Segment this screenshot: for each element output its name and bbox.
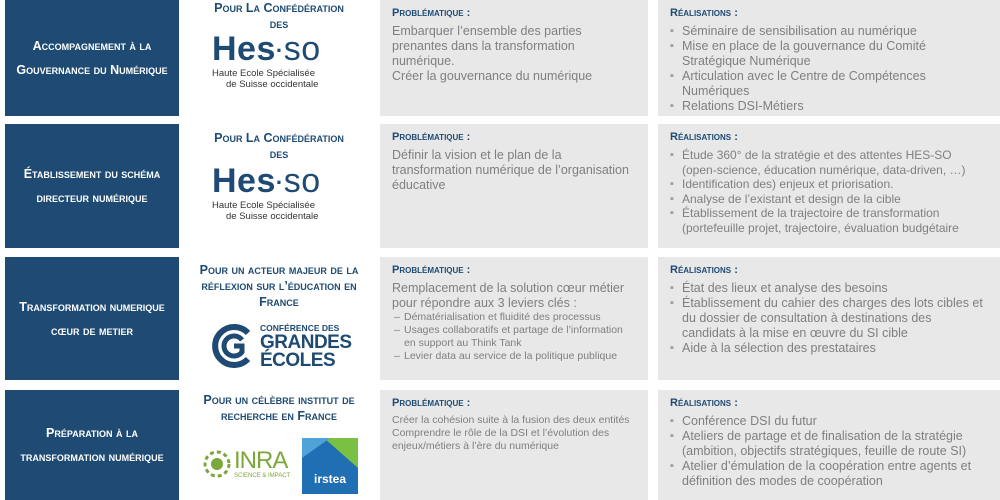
row-2-problem-box bbox=[380, 124, 648, 248]
hes-so-logo bbox=[212, 32, 342, 90]
row-2-problem-text: Définir la vision et le plan de la transformation numérique de l’organisation éducative bbox=[392, 148, 629, 192]
row-4-results-box bbox=[658, 390, 1000, 500]
row-1-results-heading: Réalisations : bbox=[670, 7, 738, 19]
row-1-problem-text: Embarquer l’ensemble des parties prenantes dans la transformation numérique. bbox=[392, 24, 582, 68]
row-3-problem-heading: Problématique : bbox=[392, 264, 471, 276]
cge-big-text: GRANDES ÉCOLES bbox=[260, 332, 352, 371]
cge-emblem-icon bbox=[212, 324, 256, 368]
row-1-problem-box bbox=[380, 0, 648, 116]
row-1-title: Accompagnement à la Gouvernance du Numérique bbox=[5, 0, 179, 116]
conference-grandes-ecoles-logo bbox=[212, 322, 352, 370]
row-4-client bbox=[183, 392, 375, 424]
list-item: ▪ État des lieux et analyse des besoins bbox=[670, 281, 988, 296]
list-item: – Dématérialisation et fluidité des processus bbox=[392, 311, 636, 324]
hes-so-logo bbox=[212, 164, 342, 222]
row-1-client-label: Pour La Confédération des bbox=[214, 1, 344, 31]
row-4-title: Préparation à la transformation numérique bbox=[5, 390, 179, 500]
irstea-wordmark: irstea bbox=[313, 472, 347, 486]
row-1-client bbox=[183, 0, 375, 32]
row-2-title: Établissement du schéma directeur numérique bbox=[5, 124, 179, 248]
list-item: ▪ Étude 360° de la stratégie et des attentes HES-SO (open-science, éducation numérique, data-driven, …) bbox=[670, 148, 988, 177]
row-2-problem-heading: Problématique : bbox=[392, 131, 471, 143]
row-1-results-box bbox=[658, 0, 1000, 116]
list-item: ▪ Établissement du cahier des charges des lots cibles et du dossier de consultation à destinations des candidats à la mise en œuvre du SI cible bbox=[670, 296, 988, 341]
list-item: ▪ Conférence DSI du futur bbox=[670, 414, 988, 429]
row-3-client bbox=[183, 262, 375, 310]
row-3-problem-intro: Remplacement de la solution cœur métier pour répondre aux 3 leviers clés : bbox=[392, 281, 625, 310]
inra-subtitle: SCIENCE & IMPACT bbox=[234, 473, 291, 479]
irstea-logo bbox=[302, 438, 358, 494]
list-item: ▪ Ateliers de partage et de finalisation de la stratégie (ambition, objectifs stratégiques, feuille de route SI) bbox=[670, 429, 988, 459]
row-3-results-heading: Réalisations : bbox=[670, 264, 738, 276]
row-2-results-box bbox=[658, 124, 1000, 248]
row-4-problem-heading: Problématique : bbox=[392, 397, 471, 409]
row-4-problem-box bbox=[380, 390, 648, 500]
row-3-results-box bbox=[658, 257, 1000, 380]
list-item: ▪ Séminaire de sensibilisation au numérique bbox=[670, 24, 988, 39]
hes-so-subtitle-2: de Suisse occidentale bbox=[226, 211, 319, 223]
list-item: ▪ Articulation avec le Centre de Compétences Numériques bbox=[670, 69, 988, 99]
list-item: ▪ Établissement de la trajectoire de transformation (portefeuille projet, trajectoire, évaluation budgétaire bbox=[670, 206, 988, 235]
list-item: ▪ Analyse de l’existant et design de la cible bbox=[670, 192, 988, 207]
inra-wordmark: INRA bbox=[234, 447, 288, 474]
list-item: – Usages collaboratifs et partage de l’information en support au Think Tank bbox=[392, 324, 636, 350]
row-4-problem-text-2: Comprendre le rôle de la DSI et l’évolution des enjeux/métiers à l’ère du numérique bbox=[392, 427, 610, 452]
cge-small-text: CONFÉRENCE DES bbox=[260, 323, 340, 333]
list-item: ▪ Aide à la sélection des prestataires bbox=[670, 341, 988, 356]
list-item: ▪ Identification des) enjeux et priorisation. bbox=[670, 177, 988, 192]
row-2-results-heading: Réalisations : bbox=[670, 131, 738, 143]
hes-so-wordmark: Hes·so bbox=[212, 162, 321, 200]
list-item: ▪ Relations DSI-Métiers bbox=[670, 99, 988, 114]
hes-so-wordmark: Hes·so bbox=[212, 30, 321, 68]
row-3-problem-box bbox=[380, 257, 648, 380]
row-2-client bbox=[183, 130, 375, 162]
hes-so-subtitle: Haute Ecole Spécialisée bbox=[212, 200, 315, 212]
inra-logo bbox=[202, 445, 292, 485]
hes-so-subtitle-2: de Suisse occidentale bbox=[226, 79, 319, 91]
row-3-client-label: Pour un acteur majeur de la réflexion sur l’éducation en France bbox=[199, 263, 359, 309]
hes-so-subtitle: Haute Ecole Spécialisée bbox=[212, 68, 315, 80]
inra-emblem-icon bbox=[202, 449, 232, 479]
row-4-results-heading: Réalisations : bbox=[670, 397, 738, 409]
row-4-client-label: Pour un célèbre institut de recherche en France bbox=[203, 393, 355, 423]
row-4-problem-text: Créer la cohésion suite à la fusion des deux entités bbox=[392, 414, 630, 426]
row-1-problem-text-2: Créer la gouvernance du numérique bbox=[392, 69, 593, 83]
row-3-title: Transformation numerique cœur de metier bbox=[5, 257, 179, 380]
list-item: ▪ Mise en place de la gouvernance du Comité Stratégique Numérique bbox=[670, 39, 988, 69]
list-item: ▪ Atelier d’émulation de la coopération entre agents et définition des modes de coopération bbox=[670, 459, 988, 489]
row-1-problem-heading: Problématique : bbox=[392, 7, 471, 19]
row-2-client-label: Pour La Confédération des bbox=[214, 131, 344, 161]
list-item: – Levier data au service de la politique publique bbox=[392, 350, 636, 363]
